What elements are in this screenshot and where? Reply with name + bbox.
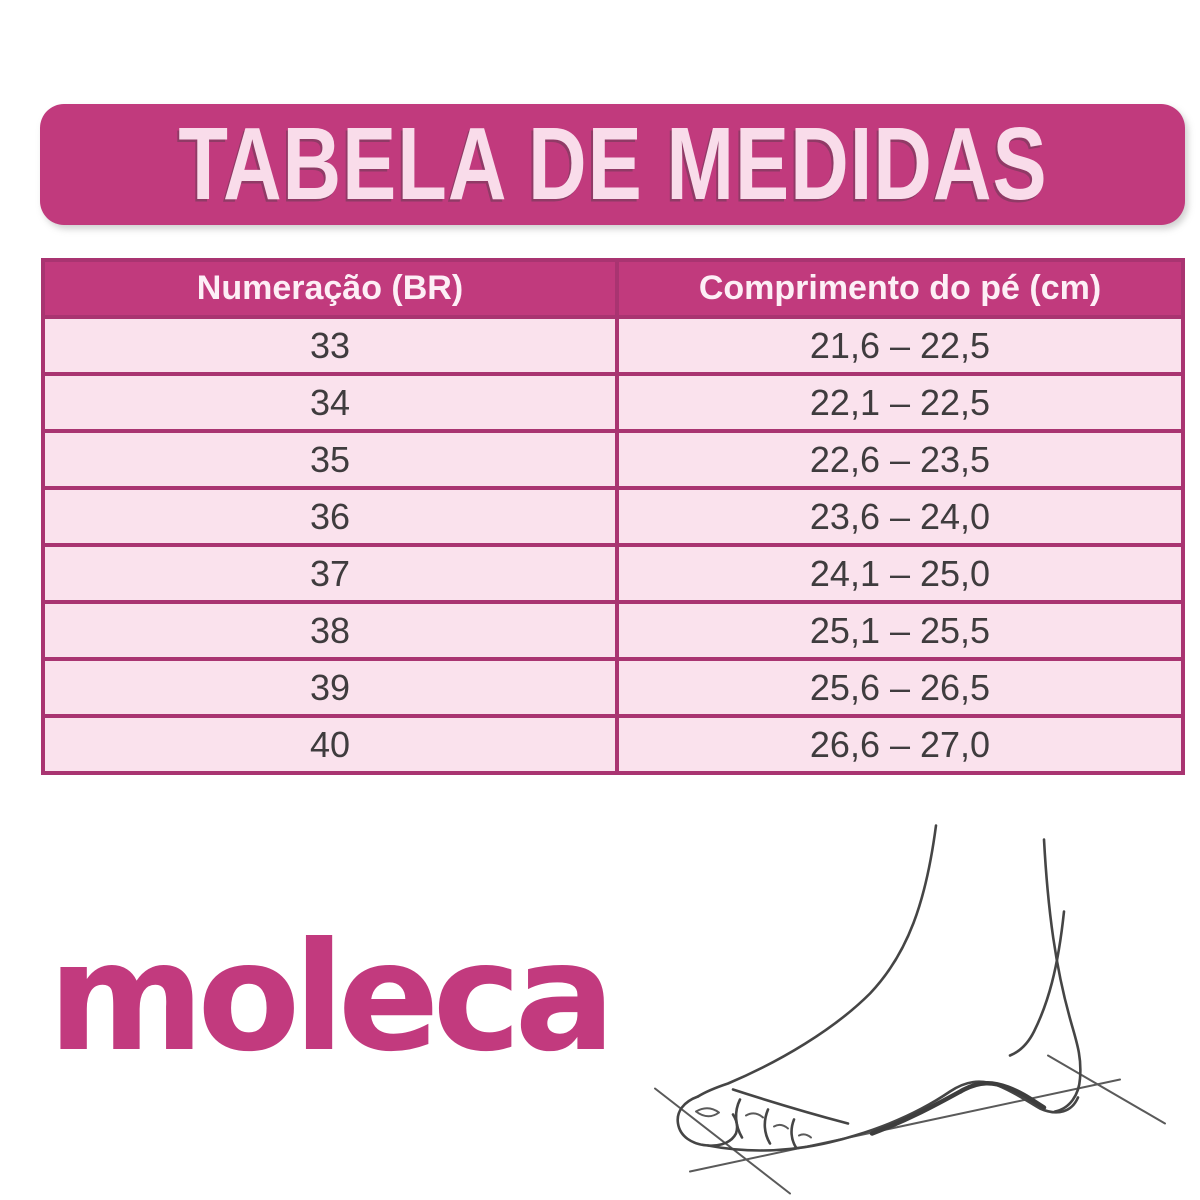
heel-measure-tick — [1048, 1056, 1165, 1124]
toenail — [746, 1113, 763, 1117]
length-cell: 25,6 – 26,5 — [617, 659, 1183, 716]
size-cell: 38 — [43, 602, 617, 659]
table-row — [43, 374, 1183, 431]
table-row — [43, 659, 1183, 716]
table-header-row — [43, 260, 1183, 317]
table-row — [43, 716, 1183, 773]
toe-separator — [792, 1120, 796, 1148]
length-cell: 24,1 – 25,0 — [617, 545, 1183, 602]
foot-measurement-illustration — [620, 792, 1195, 1200]
length-cell: 25,1 – 25,5 — [617, 602, 1183, 659]
title-banner — [40, 104, 1185, 225]
size-cell: 37 — [43, 545, 617, 602]
column-header-numeracao: Numeração (BR) — [43, 260, 617, 317]
toe-ridge-line — [733, 1090, 848, 1124]
ground-line — [690, 1080, 1120, 1172]
ankle-inner-line — [1010, 912, 1064, 1056]
moleca-logo: moleca — [48, 911, 609, 1085]
table-row — [43, 545, 1183, 602]
toenail — [774, 1125, 788, 1129]
size-cell: 35 — [43, 431, 617, 488]
toe-separator — [765, 1110, 770, 1144]
table-row — [43, 602, 1183, 659]
size-table — [41, 258, 1185, 775]
table-row — [43, 488, 1183, 545]
size-cell: 39 — [43, 659, 617, 716]
big-toe-outline — [678, 1097, 737, 1146]
size-cell: 34 — [43, 374, 617, 431]
length-cell: 22,1 – 22,5 — [617, 374, 1183, 431]
length-cell: 23,6 – 24,0 — [617, 488, 1183, 545]
table-row — [43, 317, 1183, 374]
toenail — [696, 1108, 719, 1116]
size-cell: 40 — [43, 716, 617, 773]
toenail — [799, 1134, 811, 1137]
page-title: TABELA DE MEDIDAS — [177, 106, 1048, 222]
length-cell: 26,6 – 27,0 — [617, 716, 1183, 773]
length-cell: 22,6 – 23,5 — [617, 431, 1183, 488]
arch-shadow-line — [872, 1083, 1044, 1133]
size-cell: 33 — [43, 317, 617, 374]
column-header-comprimento: Comprimento do pé (cm) — [617, 260, 1183, 317]
length-cell: 21,6 – 22,5 — [617, 317, 1183, 374]
leg-front-line — [698, 826, 936, 1097]
size-cell: 36 — [43, 488, 617, 545]
table-row — [43, 431, 1183, 488]
